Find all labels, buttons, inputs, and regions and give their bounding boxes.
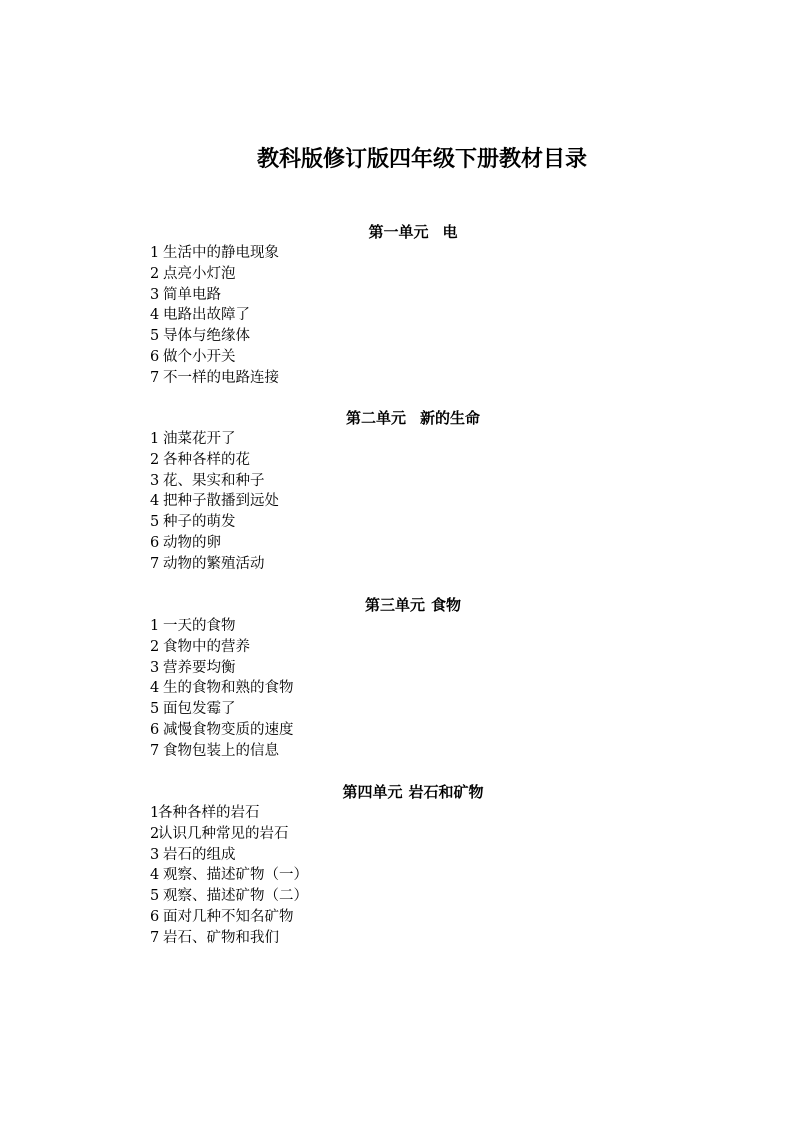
unit-heading (150, 594, 676, 616)
lesson-number: 5 (150, 514, 160, 531)
unit-subject: 岩石和矿物 (408, 783, 484, 801)
lesson-item (150, 720, 676, 741)
lesson-number: 6 (150, 348, 160, 365)
unit-section-2 (150, 407, 676, 575)
lesson-title: 把种子散播到远处 (163, 493, 279, 510)
lesson-title: 简单电路 (163, 286, 221, 303)
lesson-title: 生的食物和熟的食物 (163, 680, 294, 697)
unit-subject: 食物 (431, 596, 462, 614)
lesson-number: 1 (150, 618, 160, 634)
lesson-item (150, 429, 676, 450)
lesson-item (150, 285, 676, 306)
lesson-number: 7 (150, 555, 160, 572)
lesson-item (150, 678, 676, 699)
lesson-title: 导体与绝缘体 (163, 328, 250, 345)
lesson-number: 4 (150, 493, 160, 510)
lesson-title: 不一样的电路连接 (163, 369, 279, 386)
lesson-title: 营养要均衡 (163, 659, 236, 676)
lesson-title: 食物中的营养 (163, 638, 250, 655)
lesson-item (150, 368, 676, 389)
lesson-title: 面包发霉了 (163, 701, 236, 718)
lesson-item (150, 865, 676, 886)
lesson-number: 7 (150, 742, 160, 759)
lesson-item (150, 637, 676, 658)
lesson-item (150, 616, 676, 637)
lesson-title: 电路出故障了 (163, 307, 250, 324)
lesson-title: 动物的卵 (163, 534, 221, 551)
lesson-number: 6 (150, 908, 160, 925)
lesson-title: 观察、描述矿物（二） (163, 888, 308, 905)
unit-subject: 新的生命 (420, 409, 481, 427)
lesson-item (150, 347, 676, 368)
lesson-title: 岩石、矿物和我们 (163, 929, 279, 946)
lesson-item (150, 533, 676, 554)
lesson-item (150, 243, 676, 264)
unit-heading (150, 221, 676, 243)
lesson-number: 6 (150, 534, 160, 551)
lesson-number: 2 (150, 825, 160, 842)
lesson-number: 1 (150, 431, 160, 447)
lesson-title: 花、果实和种子 (163, 472, 265, 489)
lesson-item (150, 471, 676, 492)
unit-section-3 (150, 594, 676, 762)
lesson-item (150, 741, 676, 762)
lesson-number: 5 (150, 701, 160, 718)
unit-subject: 电 (442, 223, 458, 241)
lesson-title: 动物的繁殖活动 (163, 555, 265, 572)
lesson-item (150, 554, 676, 575)
lesson-number: 5 (150, 888, 160, 905)
lesson-item (150, 886, 676, 907)
lesson-title: 观察、描述矿物（一） (163, 867, 308, 884)
unit-section-1 (150, 221, 676, 389)
lesson-number: 7 (150, 929, 160, 946)
lesson-title: 种子的萌发 (163, 514, 236, 531)
lesson-number: 6 (150, 721, 160, 738)
lesson-number: 3 (150, 286, 160, 303)
lesson-title: 面对几种不知名矿物 (163, 908, 294, 925)
lesson-item (150, 803, 676, 824)
lesson-number: 5 (150, 328, 160, 345)
document-title: 教科版修订版四年级下册教材目录 (256, 146, 587, 172)
lesson-title: 各种各样的岩石 (158, 805, 260, 821)
lesson-number: 3 (150, 846, 160, 863)
lesson-item (150, 512, 676, 533)
lesson-item (150, 450, 676, 471)
lesson-item (150, 907, 676, 928)
unit-heading (150, 781, 676, 803)
lesson-number: 7 (150, 369, 160, 386)
lesson-title: 认识几种常见的岩石 (158, 825, 289, 842)
lesson-number: 2 (150, 451, 160, 468)
lesson-title: 点亮小灯泡 (163, 265, 236, 282)
lesson-title: 油菜花开了 (163, 431, 236, 447)
unit-number: 第四单元 (342, 783, 403, 801)
lesson-title: 减慢食物变质的速度 (163, 721, 294, 738)
lesson-number: 2 (150, 265, 160, 282)
lesson-number: 4 (150, 307, 160, 324)
unit-number: 第一单元 (368, 223, 429, 241)
lesson-item (150, 326, 676, 347)
lesson-number: 3 (150, 659, 160, 676)
lesson-title: 做个小开关 (163, 348, 236, 365)
lesson-item (150, 264, 676, 285)
lesson-item (150, 824, 676, 845)
lesson-item (150, 928, 676, 949)
unit-section-4 (150, 781, 676, 949)
lesson-item (150, 845, 676, 866)
unit-heading (150, 407, 676, 429)
lesson-number: 4 (150, 867, 160, 884)
lesson-title: 食物包装上的信息 (163, 742, 279, 759)
lesson-title: 一天的食物 (163, 618, 236, 634)
lesson-item (150, 658, 676, 679)
lesson-number: 1 (150, 245, 160, 261)
lesson-item (150, 699, 676, 720)
lesson-number: 3 (150, 472, 160, 489)
lesson-item (150, 305, 676, 326)
lesson-number: 4 (150, 680, 160, 697)
unit-number: 第二单元 (345, 409, 406, 427)
unit-number: 第三单元 (364, 596, 425, 614)
lesson-title: 各种各样的花 (163, 451, 250, 468)
lesson-title: 生活中的静电现象 (163, 245, 279, 261)
lesson-title: 岩石的组成 (163, 846, 236, 863)
lesson-item (150, 491, 676, 512)
lesson-number: 2 (150, 638, 160, 655)
lesson-number: 1 (150, 805, 160, 821)
